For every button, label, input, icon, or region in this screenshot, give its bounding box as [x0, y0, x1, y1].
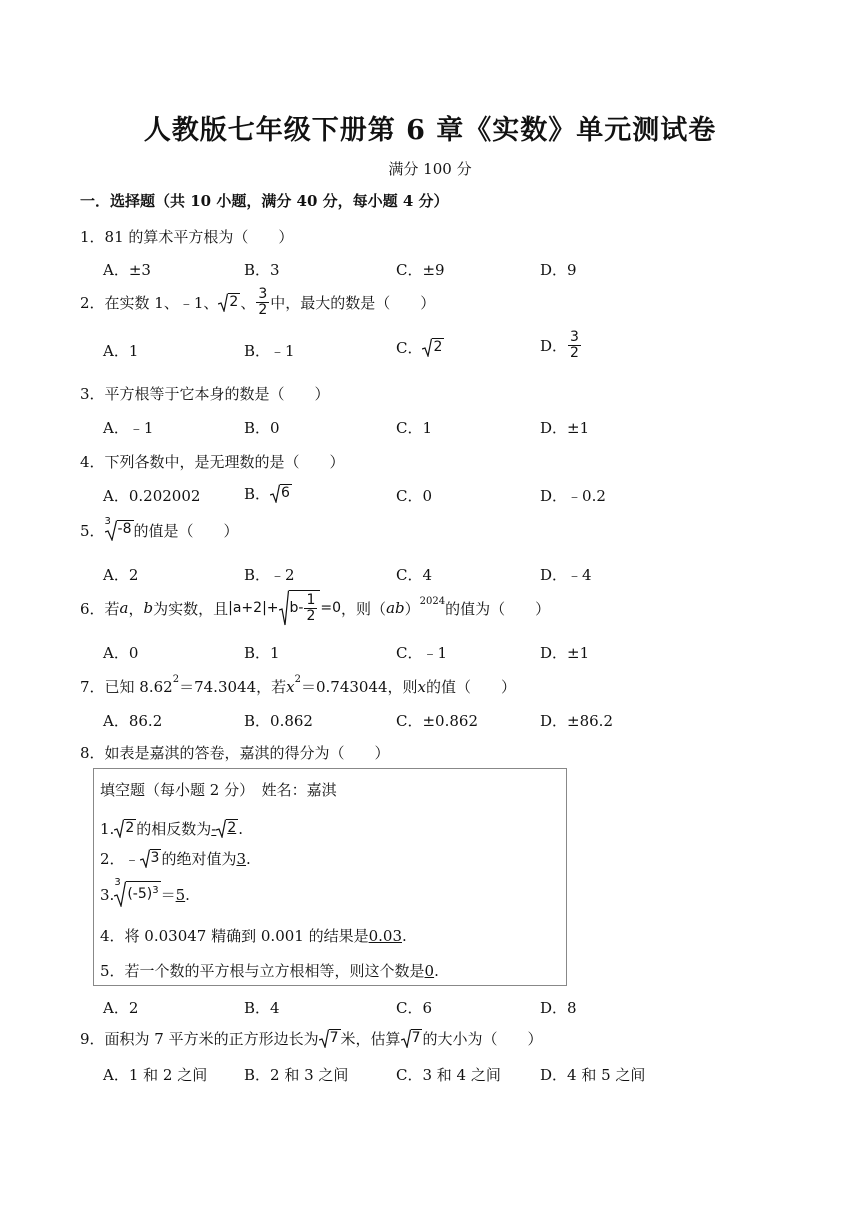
line-text: 的相反数为 — [136, 820, 212, 838]
line-number: 1. — [100, 819, 115, 838]
radicand: 7 — [411, 1030, 421, 1046]
option-b: B．1 — [244, 644, 280, 662]
comma: ， — [128, 599, 144, 618]
question-6-post1: ，则（ — [341, 599, 387, 618]
question-5-suffix: 的值是（ ） — [133, 522, 239, 540]
question-6-post3: 的值为（ ） — [445, 599, 551, 618]
radicand: 2 — [227, 820, 237, 836]
option-d: D．9 — [540, 261, 577, 279]
option-b: B．2 和 3 之间 — [244, 1066, 349, 1084]
radicand: 2 — [229, 294, 239, 310]
option-b: B．0 — [244, 419, 280, 437]
question-7 — [80, 676, 516, 697]
question-9-prefix: 9．面积为 7 平方米的正方形边长为 — [80, 1030, 319, 1048]
radical-sign-icon — [279, 590, 289, 626]
radicand: 6 — [281, 485, 290, 501]
option-b: B．﹣2 — [244, 566, 295, 584]
option-c: C．4 — [396, 566, 433, 584]
option-a: A．±3 — [103, 261, 151, 279]
question-3: 3．平方根等于它本身的数是（ ） — [80, 385, 330, 403]
line-end: . — [185, 885, 190, 904]
radicand — [289, 590, 321, 626]
exponent: 3 — [152, 885, 159, 896]
option-a: A．﹣1 — [103, 419, 154, 437]
exponent: 2 — [294, 674, 301, 685]
numerator: 3 — [570, 329, 579, 345]
filled-answer: 0 — [424, 961, 435, 980]
option-a: A．1 和 2 之间 — [103, 1066, 208, 1084]
denominator: 2 — [258, 302, 268, 318]
root-index: 3 — [114, 877, 121, 888]
option-a: A．86.2 — [103, 712, 163, 730]
question-5-prefix: 5． — [80, 522, 105, 540]
filled-answer: 3 — [236, 849, 247, 868]
question-8: 8．如表是嘉淇的答卷，嘉淇的得分为（ ） — [80, 744, 390, 762]
option-b: B．4 — [244, 999, 280, 1017]
sqrt-expression — [422, 338, 444, 357]
question-9 — [80, 1028, 543, 1049]
sqrt-expression — [319, 1029, 341, 1048]
equals-zero: =0 — [320, 600, 342, 616]
question-2 — [80, 287, 435, 318]
sqrt-expression — [218, 293, 240, 312]
question-2-prefix: 2．在实数 1、﹣1、 — [80, 294, 219, 312]
radicand: 2 — [433, 339, 443, 355]
equation-expression — [228, 590, 341, 626]
sqrt-expression — [401, 1029, 423, 1048]
question-2-suffix: 中，最大的数是（ ） — [270, 294, 436, 312]
exponent: 2 — [172, 674, 180, 685]
radical-sign-icon — [140, 849, 150, 868]
option-c: C．3 和 4 之间 — [396, 1066, 501, 1084]
option-c — [396, 337, 444, 358]
radicand-base: (-5) — [127, 886, 153, 902]
line-number: 2．﹣ — [100, 850, 140, 868]
option-a: A．0.202002 — [103, 487, 201, 505]
line-text: 的绝对值为 — [161, 850, 237, 868]
fraction — [568, 330, 581, 361]
line-text: 4．将 0.03047 精确到 0.001 的结果是 — [100, 927, 369, 945]
option-c: C．±0.862 — [396, 712, 478, 730]
question-6-mid: 为实数，且 — [153, 599, 229, 618]
question-6 — [80, 590, 550, 626]
filled-answer — [211, 819, 238, 838]
question-6-post2: ） — [404, 599, 420, 618]
option-c: C．±9 — [396, 261, 445, 279]
sqrt-expression — [114, 819, 136, 838]
sqrt-expression — [216, 819, 238, 838]
option-a: A．2 — [103, 999, 139, 1017]
radical-sign-icon — [422, 338, 432, 357]
sqrt-expression — [279, 590, 321, 626]
fraction — [304, 593, 317, 624]
question-6-prefix: 6．若 — [80, 599, 120, 618]
question-4: 4．下列各数中，是无理数的是（ ） — [80, 453, 345, 471]
option-label: D． — [540, 337, 568, 355]
filled-answer: 0.03 — [368, 926, 402, 945]
answer-sign: - — [211, 819, 217, 838]
numerator: 1 — [306, 592, 316, 608]
answer-line-5 — [100, 960, 439, 981]
radicand: 2 — [125, 820, 135, 836]
sqrt-expression — [140, 849, 162, 868]
line-end: . — [246, 849, 251, 868]
radical-sign-icon — [218, 293, 228, 312]
radical-sign-icon — [270, 484, 280, 503]
answer-sheet-header: 填空题（每小题 2 分） 姓名：嘉淇 — [100, 781, 337, 799]
section-heading: 一．选择题（共 10 小题，满分 40 分，每小题 4 分） — [80, 192, 449, 210]
line-text: 5．若一个数的平方根与立方根相等，则这个数是 — [100, 962, 425, 980]
exponent: 2024 — [419, 595, 446, 607]
variable-x: x — [286, 677, 295, 696]
question-5 — [80, 516, 239, 541]
option-b — [244, 483, 292, 504]
line-end: . — [402, 926, 407, 945]
variable-x: x — [417, 677, 427, 696]
question-7-mid2: ＝0.743044，则 — [300, 678, 418, 696]
option-d: D．±86.2 — [540, 712, 613, 730]
question-7-suffix: 的值（ ） — [426, 678, 517, 696]
option-a: A．0 — [103, 644, 139, 662]
page-subtitle: 满分 100 分 — [388, 160, 472, 178]
cube-root-expression — [104, 516, 134, 541]
radical-sign-icon — [114, 819, 124, 838]
option-label: C． — [396, 339, 423, 357]
variable-b: b — [143, 599, 154, 617]
page-title: 人教版七年级下册第 6 章《实数》单元测试卷 — [143, 115, 717, 146]
option-d: D．﹣0.2 — [540, 487, 606, 505]
option-b: B．3 — [244, 261, 280, 279]
sqrt-expression — [270, 484, 292, 503]
answer-line-2 — [100, 848, 251, 869]
option-c: C．﹣1 — [396, 644, 448, 662]
radicand: -8 — [117, 520, 134, 541]
denominator: 2 — [570, 345, 579, 361]
answer-line-3 — [100, 877, 190, 908]
fraction — [256, 287, 269, 318]
option-d: D．4 和 5 之间 — [540, 1066, 646, 1084]
option-d: D．±1 — [540, 644, 590, 662]
question-7-prefix: 7．已知 8.62 — [80, 678, 173, 696]
question-9-mid: 米，估算 — [340, 1030, 401, 1048]
answer-sheet-box — [93, 768, 567, 986]
line-end: . — [434, 961, 439, 980]
option-a: A．2 — [103, 566, 139, 584]
option-c: C．1 — [396, 419, 433, 437]
line-text: ＝ — [160, 886, 176, 904]
option-label: B． — [244, 485, 271, 503]
option-d: D．﹣4 — [540, 566, 592, 584]
question-7-mid: ＝74.3044，若 — [179, 678, 287, 696]
question-1: 1．81 的算术平方根为（ ） — [80, 228, 294, 246]
answer-line-1 — [100, 818, 243, 839]
option-c: C．0 — [396, 487, 433, 505]
option-d: D．±1 — [540, 419, 590, 437]
option-c: C．6 — [396, 999, 433, 1017]
option-b: B．﹣1 — [244, 342, 295, 360]
line-number: 3. — [100, 885, 115, 904]
option-d: D．8 — [540, 999, 577, 1017]
root-index: 3 — [104, 516, 111, 527]
option-a: A．1 — [103, 342, 139, 360]
radicand — [126, 881, 160, 908]
answer-line-4 — [100, 925, 407, 946]
filled-answer: 5 — [175, 885, 186, 904]
option-b: B．0.862 — [244, 712, 313, 730]
denominator: 2 — [306, 608, 316, 624]
radicand: 3 — [150, 850, 160, 866]
variable-a: a — [119, 599, 129, 617]
radicand-prefix: b- — [289, 600, 304, 616]
radical-sign-icon — [319, 1029, 329, 1048]
question-9-suffix: 的大小为（ ） — [422, 1030, 543, 1048]
line-end: . — [238, 819, 244, 838]
cube-root-expression — [114, 877, 160, 908]
radical-sign-icon — [216, 819, 226, 838]
separator: 、 — [240, 294, 256, 312]
product-ab: ab — [386, 599, 405, 617]
radicand: 7 — [329, 1030, 339, 1046]
option-d — [540, 330, 582, 361]
radical-sign-icon — [401, 1029, 411, 1048]
abs-expression: |a+2|+ — [228, 600, 279, 616]
numerator: 3 — [258, 286, 268, 302]
